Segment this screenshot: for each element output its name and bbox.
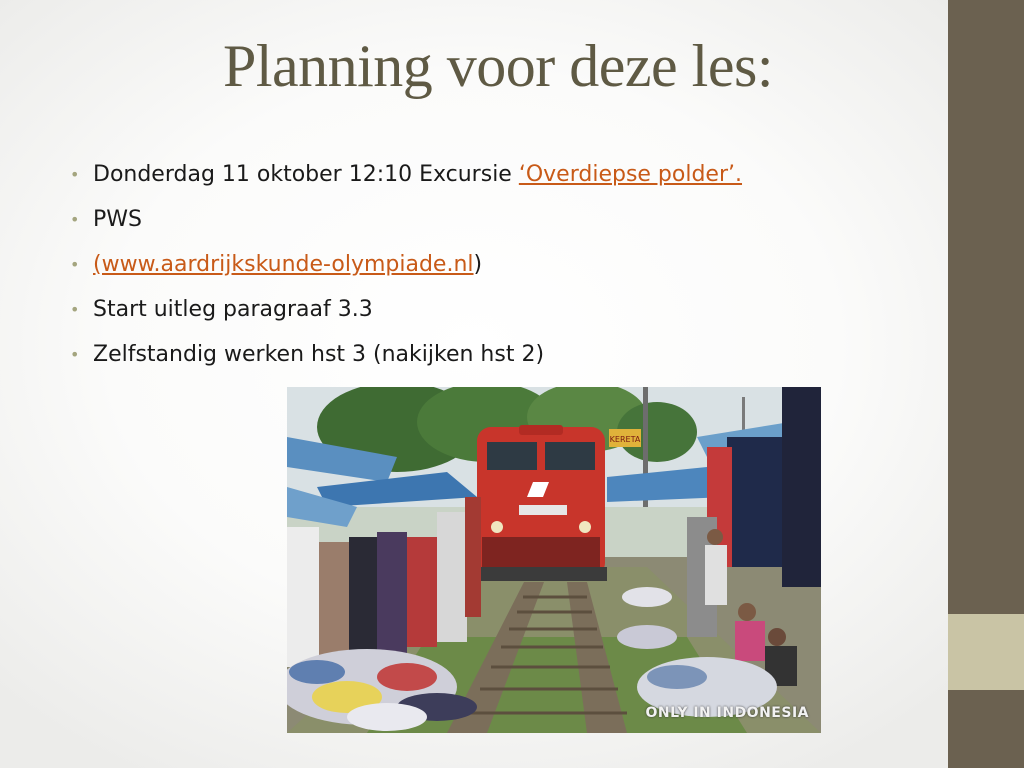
watermark-text: ONLY IN INDONESIA [645, 705, 809, 721]
bullet-text: Zelfstandig werken hst 3 (nakijken hst 2) [93, 342, 545, 367]
side-accent [948, 614, 1024, 690]
train-market-illustration [287, 387, 821, 733]
bullet-item-website [70, 245, 742, 290]
bullet-suffix: ) [473, 252, 483, 277]
train-market-photo [287, 387, 821, 733]
olympiade-link[interactable]: (www.aardrijkskunde-olympiade.nl [93, 252, 474, 277]
bullet-text: PWS [93, 207, 142, 232]
train-sign-text: KERETA [609, 435, 641, 444]
bullet-item-zelfstandig [70, 335, 742, 380]
bullet-text: Donderdag 11 oktober 12:10 Excursie [93, 162, 519, 187]
bullet-item-excursion [70, 155, 742, 200]
slide-title: Planning voor deze les: [222, 33, 774, 99]
bullet-dot: • [70, 165, 80, 184]
bullet-dot: • [70, 300, 80, 319]
bullet-list [70, 155, 742, 380]
bullet-text: Start uitleg paragraaf 3.3 [93, 297, 373, 322]
bullet-dot: • [70, 345, 80, 364]
bullet-dot: • [70, 210, 80, 229]
excursion-link[interactable]: ‘Overdiepse polder’. [518, 162, 743, 187]
bullet-dot: • [70, 255, 80, 274]
bullet-item-uitleg [70, 290, 742, 335]
bullet-item-pws [70, 200, 742, 245]
